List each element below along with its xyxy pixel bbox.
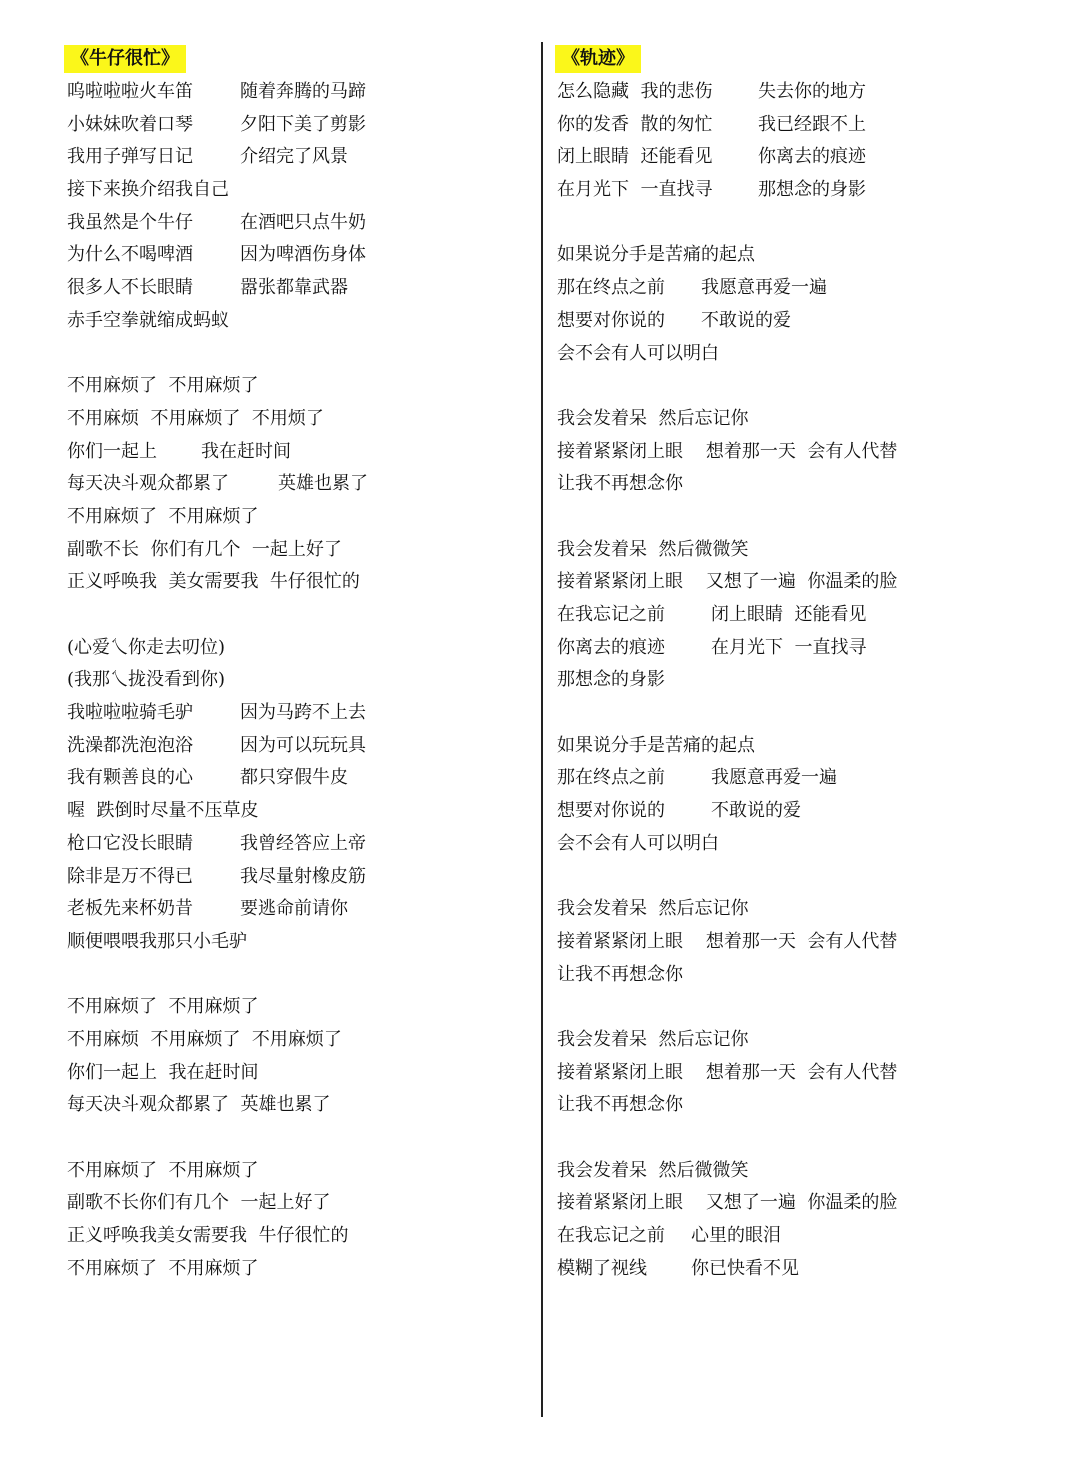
lyric-text: 洗澡都洗泡泡浴 <box>67 734 193 756</box>
lyric-text: 每天决斗观众都累了 英雄也累了 <box>67 1094 331 1116</box>
lyric-line <box>67 239 527 272</box>
lyric-line <box>67 403 527 436</box>
lyric-text-second: 因为可以玩玩具 <box>240 734 366 756</box>
lyric-text: 怎么隐藏 我的悲伤 <box>557 81 713 102</box>
lyric-text-second: 在酒吧只点牛奶 <box>240 211 366 233</box>
lyric-line <box>557 305 1057 338</box>
lyric-line <box>67 174 527 207</box>
lyric-text: 接着紧紧闭上眼 想着那一天 会有人代替 <box>557 440 898 462</box>
lyric-line <box>557 1122 1057 1155</box>
lyric-text: 那想念的身影 <box>557 669 665 691</box>
lyric-line <box>557 632 1057 665</box>
lyric-line <box>67 861 527 894</box>
lyric-line <box>557 338 1057 371</box>
lyric-text: 模糊了视线 <box>557 1257 647 1279</box>
lyric-text: 接着紧紧闭上眼 想着那一天 会有人代替 <box>557 1061 898 1083</box>
song-title-right: 《轨迹》 <box>555 45 641 73</box>
lyric-line <box>557 926 1057 959</box>
lyric-text: 每天决斗观众都累了 <box>67 473 229 495</box>
lyric-text: 在月光下 一直找寻 <box>557 179 713 201</box>
lyric-line <box>67 338 527 371</box>
lyric-text-second: 在月光下 一直找寻 <box>711 636 867 658</box>
lyric-text-second: 你已快看不见 <box>691 1257 799 1279</box>
lyric-line <box>557 1089 1057 1122</box>
lyric-line <box>67 305 527 338</box>
lyric-text-second: 我在赶时间 <box>201 440 291 462</box>
lyric-text: 我啦啦啦骑毛驴 <box>67 702 193 724</box>
lyric-line <box>67 1155 527 1188</box>
lyric-line <box>557 959 1057 992</box>
lyric-text: 我会发着呆 然后忘记你 <box>557 407 749 429</box>
lyrics-left <box>67 76 527 1285</box>
lyric-text: 接着紧紧闭上眼 又想了一遍 你温柔的脸 <box>557 1192 898 1214</box>
lyric-text: 不用麻烦 不用麻烦了 不用烦了 <box>67 407 324 429</box>
lyric-line <box>67 207 527 240</box>
lyric-line <box>67 1024 527 1057</box>
lyric-line <box>67 1253 527 1286</box>
lyric-line <box>557 861 1057 894</box>
lyric-text: 你们一起上 <box>67 440 157 462</box>
lyric-line <box>557 403 1057 436</box>
lyric-text: 会不会有人可以明白 <box>557 342 719 364</box>
lyric-text: 为什么不喝啤酒 <box>67 244 193 266</box>
lyric-text: 我会发着呆 然后微微笑 <box>557 1159 749 1181</box>
lyric-line <box>557 566 1057 599</box>
lyric-line <box>67 632 527 665</box>
lyric-line <box>557 272 1057 305</box>
lyric-text-second: 随着奔腾的马蹄 <box>240 81 366 102</box>
lyric-line <box>67 991 527 1024</box>
lyric-text: 接着紧紧闭上眼 想着那一天 会有人代替 <box>557 930 898 952</box>
lyric-text: 小妹妹吹着口琴 <box>67 113 193 135</box>
lyric-text: 顺便喂喂我那只小毛驴 <box>67 930 247 952</box>
lyric-line <box>67 566 527 599</box>
lyric-line <box>557 534 1057 567</box>
lyric-text: 在我忘记之前 <box>557 1225 665 1247</box>
lyric-line <box>557 468 1057 501</box>
lyric-text: (心爱乀你走去叨位) <box>67 636 226 658</box>
lyric-text: 让我不再想念你 <box>557 1094 683 1116</box>
lyric-text: 正义呼唤我 美女需要我 牛仔很忙的 <box>67 571 360 593</box>
lyric-text: 我会发着呆 然后微微笑 <box>557 538 749 560</box>
lyric-text-second: 要逃命前请你 <box>240 898 348 920</box>
lyric-text: 闭上眼睛 还能看见 <box>557 146 713 168</box>
lyric-line <box>67 468 527 501</box>
lyric-text-second: 都只穿假牛皮 <box>240 767 348 789</box>
lyric-text: 不用麻烦 不用麻烦了 不用麻烦了 <box>67 1028 342 1050</box>
lyric-text: 我会发着呆 然后忘记你 <box>557 898 749 920</box>
lyric-line <box>557 109 1057 142</box>
lyric-text-second: 闭上眼睛 还能看见 <box>711 604 867 625</box>
column-divider <box>541 42 543 1417</box>
lyric-line <box>67 141 527 174</box>
lyric-line <box>557 174 1057 207</box>
lyric-text: 那在终点之前 <box>557 767 665 789</box>
lyric-line <box>67 1057 527 1090</box>
lyric-line <box>557 1253 1057 1286</box>
lyric-text: 你们一起上 我在赶时间 <box>67 1061 259 1083</box>
lyric-line <box>557 664 1057 697</box>
lyric-text-second: 我已经跟不上 <box>758 113 866 135</box>
lyric-text-second: 我愿意再爱一遍 <box>701 277 827 299</box>
lyric-text: 接下来换介绍我自己 <box>67 179 229 201</box>
lyric-text: 想要对你说的 <box>557 309 665 331</box>
lyric-text: 让我不再想念你 <box>557 963 683 985</box>
lyric-text: 老板先来杯奶昔 <box>67 898 193 920</box>
lyric-line <box>557 207 1057 240</box>
lyric-text: 不用麻烦了 不用麻烦了 <box>67 375 259 397</box>
lyric-text: 赤手空拳就缩成蚂蚁 <box>67 309 229 331</box>
lyric-text: 如果说分手是苦痛的起点 <box>557 734 755 756</box>
lyric-text: 不用麻烦了 不用麻烦了 <box>67 1159 259 1181</box>
lyric-text: 副歌不长 你们有几个 一起上好了 <box>67 538 342 560</box>
song-title-left: 《牛仔很忙》 <box>64 45 186 73</box>
lyric-line <box>67 272 527 305</box>
lyric-text: 想要对你说的 <box>557 800 665 822</box>
lyric-text-second: 介绍完了风景 <box>240 146 348 168</box>
lyric-line <box>67 664 527 697</box>
lyric-text: 副歌不长你们有几个 一起上好了 <box>67 1192 331 1214</box>
lyric-line <box>67 501 527 534</box>
lyric-line <box>557 141 1057 174</box>
lyric-line <box>557 762 1057 795</box>
lyric-line <box>67 762 527 795</box>
lyric-line <box>67 926 527 959</box>
lyric-line <box>67 1187 527 1220</box>
lyric-line <box>557 991 1057 1024</box>
lyric-line <box>557 730 1057 763</box>
lyric-text-second: 你离去的痕迹 <box>758 146 866 168</box>
lyric-line <box>67 370 527 403</box>
lyric-line <box>557 239 1057 272</box>
lyric-text: 你的发香 散的匆忙 <box>557 113 713 135</box>
lyric-text-second: 心里的眼泪 <box>691 1225 781 1247</box>
lyric-text: 我用子弹写日记 <box>67 146 193 168</box>
lyric-text: 接着紧紧闭上眼 又想了一遍 你温柔的脸 <box>557 571 898 593</box>
lyric-line <box>557 893 1057 926</box>
lyric-line <box>557 501 1057 534</box>
lyric-line <box>557 828 1057 861</box>
lyric-line <box>557 1024 1057 1057</box>
lyric-line <box>67 436 527 469</box>
lyric-text-second: 那想念的身影 <box>758 179 866 201</box>
lyric-text: 你离去的痕迹 <box>557 636 665 658</box>
lyric-text-second: 因为马跨不上去 <box>240 702 366 724</box>
lyric-text: 不用麻烦了 不用麻烦了 <box>67 505 259 527</box>
lyric-text-second: 我愿意再爱一遍 <box>711 767 837 789</box>
lyric-text: 在我忘记之前 <box>557 604 665 625</box>
lyric-text: 我有颗善良的心 <box>67 767 193 789</box>
lyric-text: 枪口它没长眼睛 <box>67 832 193 854</box>
lyric-text: 不用麻烦了 不用麻烦了 <box>67 996 259 1018</box>
lyric-text-second: 我尽量射橡皮筋 <box>240 865 366 887</box>
lyric-line <box>67 534 527 567</box>
lyric-line <box>67 795 527 828</box>
lyric-line <box>557 76 1057 109</box>
lyric-line <box>67 76 527 109</box>
lyric-line <box>67 697 527 730</box>
lyric-line <box>557 1187 1057 1220</box>
lyric-line <box>557 1220 1057 1253</box>
lyric-line <box>557 1057 1057 1090</box>
lyric-text: 那在终点之前 <box>557 277 665 299</box>
lyric-text-second: 英雄也累了 <box>278 473 368 495</box>
lyric-text: (我那乀拢没看到你) <box>67 669 226 691</box>
lyrics-right <box>557 76 1057 1285</box>
lyric-text: 呜啦啦啦火车笛 <box>67 81 193 102</box>
lyric-text: 除非是万不得已 <box>67 865 193 887</box>
lyric-line <box>557 1155 1057 1188</box>
lyric-line <box>557 436 1057 469</box>
lyric-line <box>557 370 1057 403</box>
lyric-line <box>67 828 527 861</box>
lyric-line <box>67 599 527 632</box>
lyric-text: 如果说分手是苦痛的起点 <box>557 244 755 266</box>
lyric-text: 让我不再想念你 <box>557 473 683 495</box>
lyric-line <box>67 109 527 142</box>
lyric-line <box>67 959 527 992</box>
lyric-line <box>67 1089 527 1122</box>
lyric-text-second: 不敢说的爱 <box>711 800 801 822</box>
lyric-line <box>67 1122 527 1155</box>
lyric-text: 我虽然是个牛仔 <box>67 211 193 233</box>
lyric-text: 我会发着呆 然后忘记你 <box>557 1028 749 1050</box>
lyric-text: 会不会有人可以明白 <box>557 832 719 854</box>
lyric-text-second: 夕阳下美了剪影 <box>240 113 366 135</box>
lyric-text: 喔 跌倒时尽量不压草皮 <box>67 800 259 822</box>
lyric-text: 正义呼唤我美女需要我 牛仔很忙的 <box>67 1225 349 1247</box>
lyric-text-second: 不敢说的爱 <box>701 309 791 331</box>
lyric-text: 不用麻烦了 不用麻烦了 <box>67 1257 259 1279</box>
lyric-text-second: 因为啤酒伤身体 <box>240 244 366 266</box>
lyric-text: 很多人不长眼睛 <box>67 277 193 299</box>
lyric-line <box>67 893 527 926</box>
lyric-line <box>67 730 527 763</box>
lyric-line <box>557 599 1057 632</box>
lyric-line <box>67 1220 527 1253</box>
lyric-text-second: 失去你的地方 <box>758 81 866 102</box>
lyric-text-second: 我曾经答应上帝 <box>240 832 366 854</box>
lyric-text-second: 嚣张都靠武器 <box>240 277 348 299</box>
lyric-line <box>557 795 1057 828</box>
lyric-line <box>557 697 1057 730</box>
